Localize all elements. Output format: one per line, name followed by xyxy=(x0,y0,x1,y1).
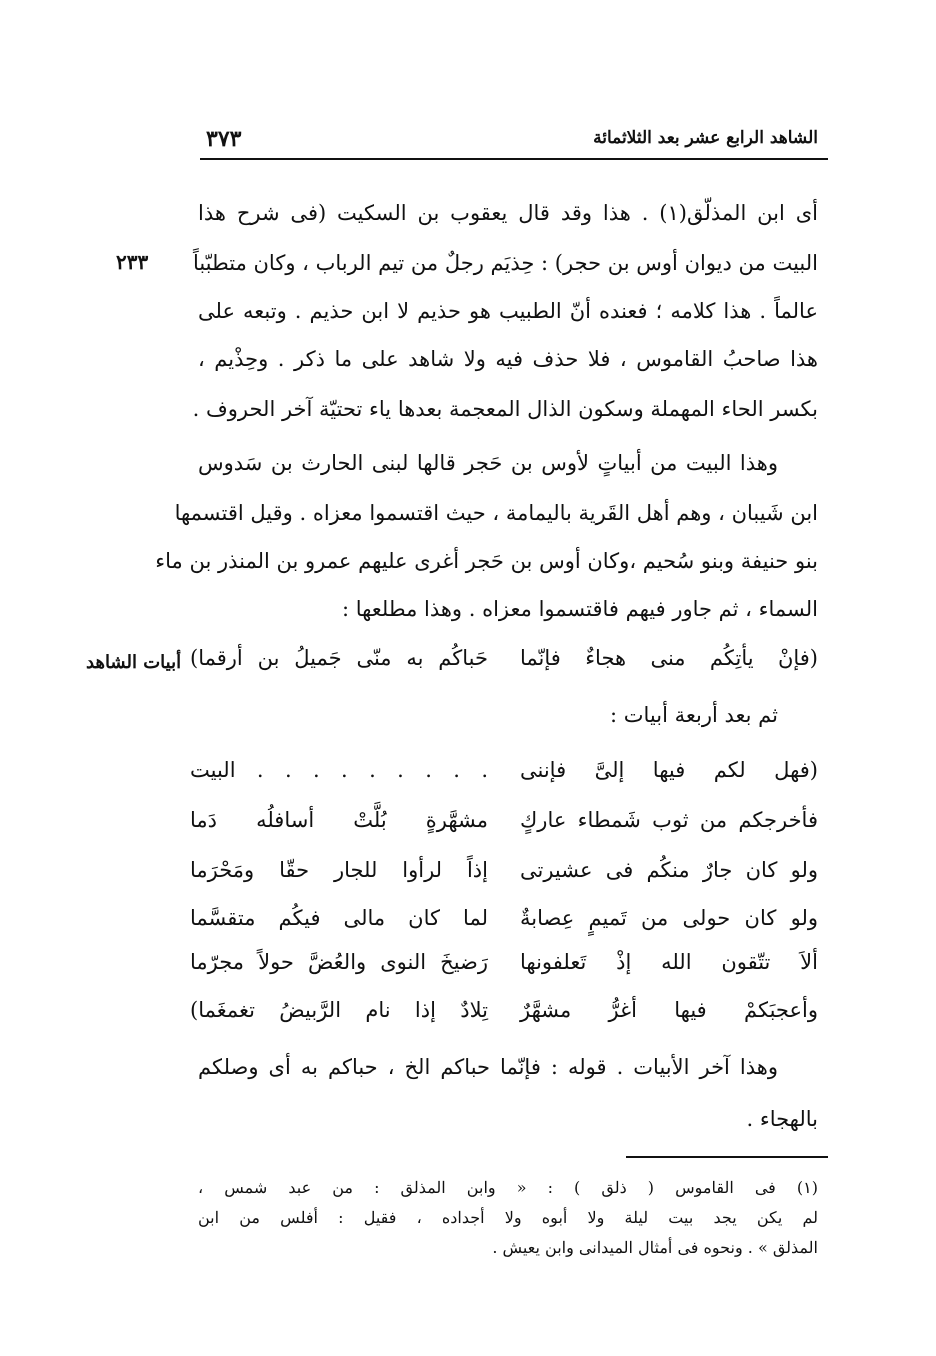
verse xyxy=(190,998,818,1034)
verse xyxy=(190,808,818,844)
footnote-rule xyxy=(626,1156,828,1158)
verse-second-hemistich: لما كان مالى فيكُم متقسَّما xyxy=(190,906,488,930)
verse-second-hemistich: إذاً لرأوا للجار حقّا ومَحْرَما xyxy=(190,858,488,882)
verse-second-hemistich: تِلادٌ إذا نام الرَّبيضُ تغمغَما) xyxy=(190,998,488,1022)
verse-first-hemistich: (فهل لكم فيها إلىَّ فإننى xyxy=(520,758,818,782)
paragraph1-line: البيت من ديوان أوس بن حجر) : حِذيَم رجلٌ من تيم الرباب ، وكان متطبّباً xyxy=(192,251,818,275)
verse-first-hemistich: ولو كان حولى من تَميمٍ عِصابةٌ xyxy=(520,906,818,930)
verse-second-hemistich: . . . . . . . . . البيت xyxy=(190,758,488,782)
verse xyxy=(190,906,818,942)
paragraph1-line: هذا صاحبُ القاموس ، فلا حذف فيه ولا شاهد على ما ذكر . وحِذْيم ، xyxy=(198,347,818,371)
paragraph1-line: بكسر الحاء المهملة وسكون الذال المعجمة بعدها ياء تحتيّة آخر الحروف . xyxy=(192,397,818,421)
footnote-line: المذلق » . ونحوه فى أمثال الميدانى وابن يعيش . xyxy=(492,1238,818,1257)
margin-section-label: أبيات الشاهد xyxy=(86,652,182,673)
verse-opening xyxy=(190,646,818,682)
verse-second-hemistich: رَضيخَ النوى والعُضَّ حولاً مجرّما xyxy=(190,950,488,974)
footnote-line: (١) فى القاموس ( ذلق ) : « وابن المذلق : من عبد شمس ، xyxy=(198,1178,818,1197)
transition-line: ثم بعد أربعة أبيات : xyxy=(610,703,778,727)
closing-line: بالهجاء . xyxy=(746,1107,818,1131)
verse-first-hemistich: ولو كان جارٌ منكُم فى عشيرتى xyxy=(520,858,818,882)
footnote-line: لم يكن يجد بيت ليلة ولا أبوه ولا أجداده ، فقيل : أفلس من ابن xyxy=(198,1208,818,1227)
paragraph1-line: عالماً . هذا كلامه ؛ فعنده أنّ الطبيب هو حذيم لا ابن حذيم . وتبعه على xyxy=(198,299,818,323)
paragraph2-line: السماء ، ثم جاور فيهم فاقتسموا معزاه . وهذا مطلعها : xyxy=(341,597,818,621)
paragraph2-line: وهذا البيت من أبياتٍ لأوس بن حَجر قالها لبنى الحارث بن سَدوس xyxy=(198,451,778,475)
paragraph2-line: بنو حنيفة وبنو سُحيم ،وكان أوس بن حَجر أغرى عليهم عمرو بن المنذر بن ماء xyxy=(155,549,818,573)
verse xyxy=(190,758,818,794)
verse xyxy=(190,858,818,894)
page-number: ٣٧٣ xyxy=(206,126,242,152)
header-rule xyxy=(200,158,828,160)
verse-second-hemistich: مشهَّرةٍ بُلَّتْ أسافلُه دَما xyxy=(190,808,488,832)
verse-first-hemistich: (فإنْ يأتِكُم منى هجاءٌ فإنّما xyxy=(520,646,818,670)
paragraph1-line: أى ابن المذلّق(١) . هذا وقد قال يعقوب بن السكيت (فى شرح هذا xyxy=(198,201,818,225)
verse-first-hemistich: ألاَ تتّقون الله إذْ تَعلفونها xyxy=(520,950,818,974)
paragraph2-line: ابن شَيبان ، وهم أهل القَرية باليمامة ، حيث اقتسموا معزاه . وقيل اقتسمها xyxy=(174,501,818,525)
verse-first-hemistich: وأعجبَكمْ فيها أغرُّ مشهَّرٌ xyxy=(520,998,818,1022)
verse-first-hemistich: فأخرجكم من ثوب شَمطاء عاركٍ xyxy=(520,808,818,832)
verse xyxy=(190,950,818,986)
running-title: الشاهد الرابع عشر بعد الثلاثمائة xyxy=(593,128,818,148)
verse-second-hemistich: حَباكُم به منّى جَميلُ بن أرقما) xyxy=(190,646,488,670)
margin-number: ٢٣٣ xyxy=(116,250,149,274)
closing-line: وهذا آخر الأبيات . قوله : فإنّما حباكم الخ ، حباكم به أى وصلكم xyxy=(198,1055,778,1079)
